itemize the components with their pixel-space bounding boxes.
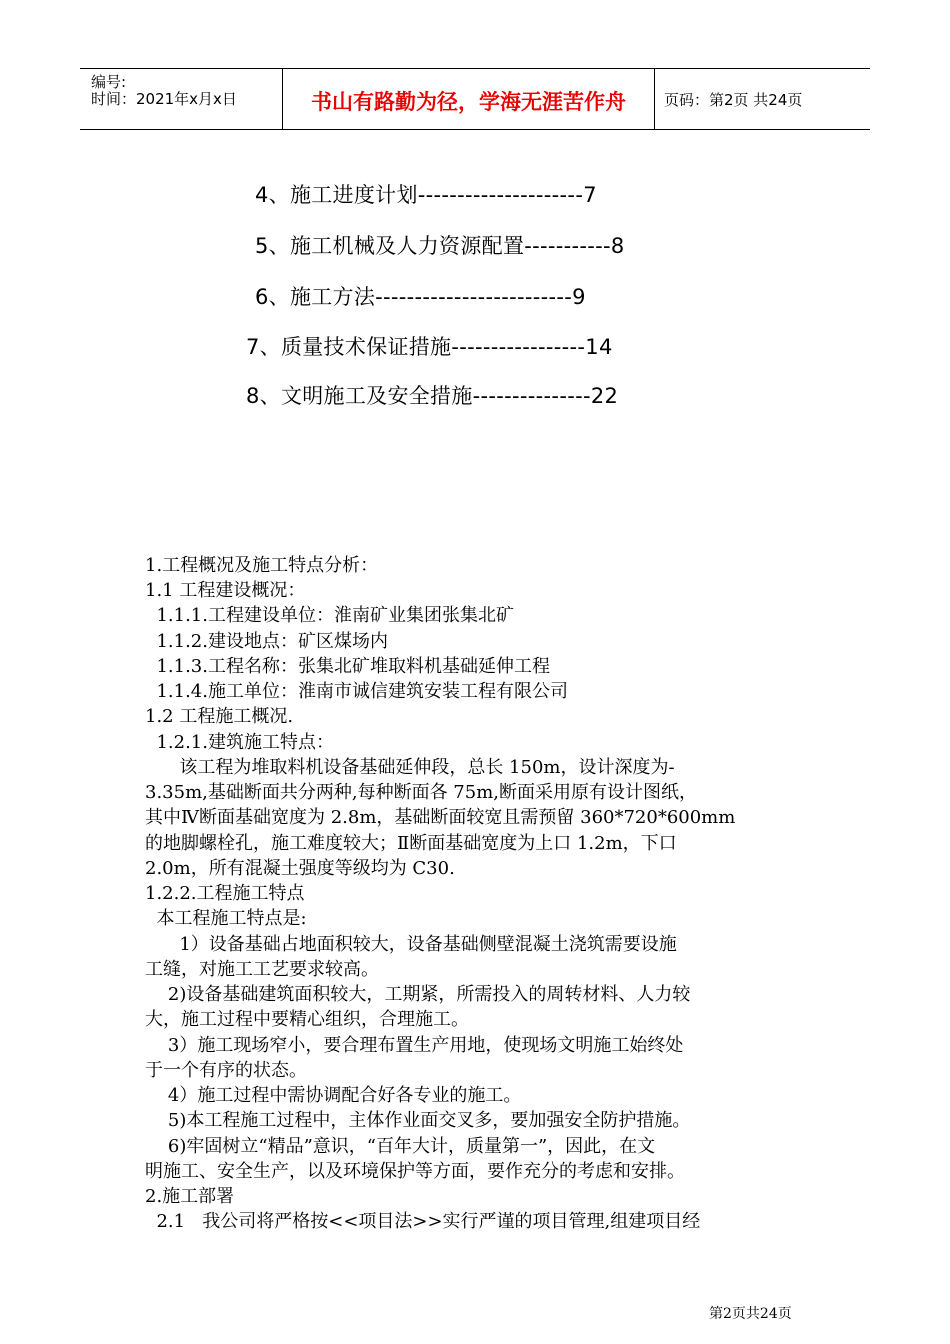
- page-header: [80, 68, 870, 130]
- body-line: 1.1.3.工程名称：张集北矿堆取料机基础延伸工程: [145, 656, 550, 677]
- body-line: 2.1 我公司将严格按<<项目法>>实行严谨的项目管理,组建项目经: [145, 1211, 701, 1232]
- document-date-label: 时间：2021年x月x日: [91, 90, 237, 108]
- body-line: 该工程为堆取料机设备基础延伸段，总长 150m，设计深度为-: [145, 757, 675, 778]
- body-line: 大，施工过程中要精心组织，合理施工。: [145, 1009, 469, 1030]
- body-line: 1.1.2.建设地点：矿区煤场内: [145, 631, 388, 652]
- body-line: 5)本工程施工过程中，主体作业面交叉多，要加强安全防护措施。: [145, 1110, 691, 1131]
- header-page-number: 页码：第2页 共24页: [664, 91, 803, 109]
- body-line: 1.1.1.工程建设单位：淮南矿业集团张集北矿: [145, 605, 514, 626]
- toc-entry: 5、施工机械及人力资源配置-----------8: [255, 234, 625, 258]
- body-line: 其中Ⅳ断面基础宽度为 2.8m，基础断面较宽且需预留 360*720*600mm: [145, 807, 736, 828]
- body-line: 1.2.1.建筑施工特点：: [145, 732, 334, 753]
- toc-entry: 6、施工方法-------------------------9: [255, 285, 586, 309]
- body-line: 1）设备基础占地面积较大，设备基础侧壁混凝土浇筑需要设施: [145, 934, 677, 955]
- body-line: 1.1.4.施工单位：淮南市诚信建筑安装工程有限公司: [145, 681, 568, 702]
- header-motto: 书山有路勤为径，学海无涯苦作舟: [311, 90, 626, 114]
- page-footer: 第2页共24页: [709, 1306, 792, 1322]
- body-line: 2.0m，所有混凝土强度等级均为 C30.: [145, 858, 455, 879]
- toc-entry: 4、施工进度计划---------------------7: [255, 183, 597, 207]
- subsection-heading: 1.2 工程施工概况.: [145, 706, 294, 727]
- section-heading: 1.工程概况及施工特点分析：: [145, 555, 379, 576]
- section-heading: 2.施工部署: [145, 1186, 235, 1207]
- subsection-heading: 1.2.2.工程施工特点: [145, 883, 305, 904]
- body-line: 于一个有序的状态。: [145, 1060, 307, 1081]
- body-line: 3.35m,基础断面共分两种,每种断面各 75m,断面采用原有设计图纸，: [145, 782, 698, 803]
- body-line: 本工程施工特点是:: [145, 908, 307, 929]
- body-line: 4）施工过程中需协调配合好各专业的施工。: [145, 1085, 522, 1106]
- body-line: 工缝，对施工工艺要求较高。: [145, 959, 379, 980]
- body-line: 2)设备基础建筑面积较大，工期紧，所需投入的周转材料、人力较: [145, 984, 691, 1005]
- header-motto-cell: [283, 69, 655, 129]
- header-info-cell: [80, 69, 283, 129]
- body-line: 明施工、安全生产，以及环境保护等方面，要作充分的考虑和安排。: [145, 1161, 685, 1182]
- subsection-heading: 1.1 工程建设概况：: [145, 580, 306, 601]
- body-line: 的地脚螺栓孔，施工难度较大；Ⅱ断面基础宽度为上口 1.2m，下口: [145, 833, 677, 854]
- document-number-label: 编号:: [91, 73, 127, 91]
- body-line: 6)牢固树立“精品”意识，“百年大计，质量第一”，因此，在文: [145, 1136, 656, 1157]
- toc-entry: 7、质量技术保证措施-----------------14: [246, 335, 613, 359]
- toc-entry: 8、文明施工及安全措施---------------22: [246, 384, 619, 408]
- header-page-cell: [655, 69, 870, 129]
- body-line: 3）施工现场窄小，要合理布置生产用地，使现场文明施工始终处: [145, 1035, 684, 1056]
